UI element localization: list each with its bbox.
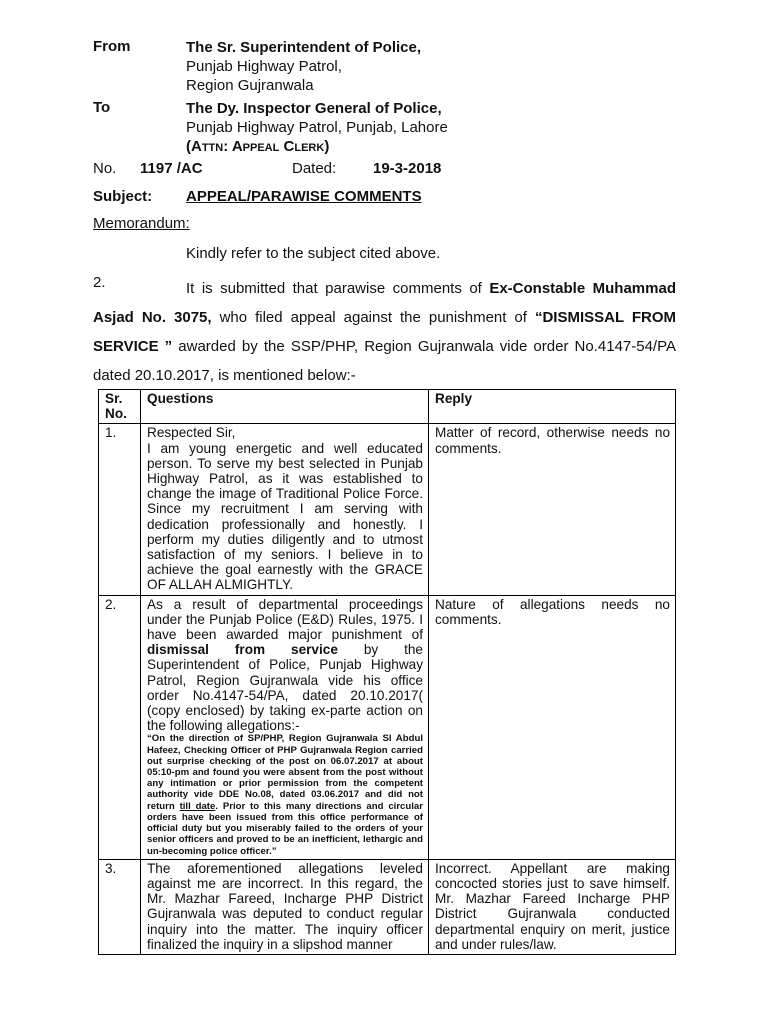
row-2-number: 2.	[99, 595, 141, 859]
to-attention: (ATTN: APPEAL CLERK)	[186, 138, 330, 155]
kindly-text: Kindly refer to the subject cited above.	[186, 245, 441, 262]
row-2-question: As a result of departmental proceedings under the Punjab Police (E&D) Rules, 1975. I have been awarded major punishment of dismissal from service by the Superintendent of Police, Punjab Highway Patrol, Region Gujranwala vide his office order No.4147-54/PA, dated 20.10.2017( (copy enclosed) by taking ex-parte action on the following allegations:- “On the direction of SP/PHP, Region Gujranwala SI Abdul Hafeez, Checking Officer of PHP Gujranwala Region carried out surprise checking of the post on 06.07.2017 at about 05:10-pm and found you were absent from the post without any intimation or prior permission from the competent authority vide DDE No.08, dated 03.06.2017 and did not return till date. Prior to this many directions and circular orders have been issued from this office performance of official duty but you miserably failed to the orders of your senior officers and proved to be an inefficient, lethargic and un-becoming police officer.”	[141, 595, 429, 859]
from-label: From	[93, 38, 131, 55]
memorandum-label: Memorandum:	[93, 215, 190, 232]
row-2-reply: Nature of allegations needs no comments.	[429, 595, 676, 859]
paragraph-number: 2.	[93, 274, 106, 291]
comments-table	[98, 389, 676, 955]
row-3-reply: Incorrect. Appellant are making concocted stories just to save himself. Mr. Mazhar Fareed Incharge PHP District Gujranwala conducted departmental enquiry on merit, justice and under rules/law.	[429, 859, 676, 954]
subject-label: Subject:	[93, 188, 153, 205]
to-address	[186, 99, 448, 158]
from-address	[186, 38, 421, 95]
from-line-1: The Sr. Superintendent of Police,	[186, 39, 422, 56]
row-1-reply: Matter of record, otherwise needs no comments.	[429, 424, 676, 595]
number-label: No.	[93, 160, 117, 177]
allegations-quote: “On the direction of SP/PHP, Region Gujranwala SI Abdul Hafeez, Checking Officer of PHP Gujranwala Region carried out surprise checking of the post on 06.07.2017 at about 05:10-pm and found you were absent from the post without any intimation or prior permission from the competent authority vide DDE No.08, dated 03.06.2017 and did not return till date. Prior to this many directions and circular orders have been issued from this office performance of official duty but you miserably failed to the orders of your senior officers and proved to be an inefficient, lethargic and un-becoming police officer.”	[147, 733, 423, 857]
subject-value: APPEAL/PARAWISE COMMENTS	[186, 188, 422, 205]
header-sr-no: Sr. No.	[99, 390, 141, 424]
row-1-number: 1.	[99, 424, 141, 595]
paragraph-2: It is submitted that parawise comments of Ex-Constable Muhammad Asjad No. 3075, who filed appeal against the punishment of “DISMISSAL FROM SERVICE ” awarded by the SSP/PHP, Region Gujranwala vide order No.4147-54/PA dated 20.10.2017, is mentioned below:-	[93, 280, 676, 384]
dated-value: 19-3-2018	[373, 160, 442, 177]
from-line-3: Region Gujranwala	[186, 77, 314, 94]
table-header-row	[99, 390, 676, 424]
row-3-question: The aforementioned allegations leveled against me are incorrect. In this regard, the Mr. Mazhar Fareed, Incharge PHP District Gujranwala was deputed to conduct regular inquiry into the matter. The inquiry officer finalized the inquiry in a slipshod manner	[141, 859, 429, 954]
from-line-2: Punjab Highway Patrol,	[186, 58, 342, 75]
dated-label: Dated:	[292, 160, 337, 177]
number-value: 1197 /AC	[140, 160, 203, 177]
row-1-question: Respected Sir, I am young energetic and well educated person. To serve my best selected in Punjab Highway Patrol, as it was established to change the image of Traditional Police Force. Since my recruitment I am serving with dedication professionally and honestly. I perform my duties diligently and to utmost satisfaction of my seniors. I believe in to achieve the goal earnestly with the GRACE OF ALLAH ALMIGHTLY.	[141, 424, 429, 595]
to-line-1: The Dy. Inspector General of Police,	[186, 100, 442, 117]
to-line-2: Punjab Highway Patrol, Punjab, Lahore	[186, 119, 448, 136]
table-row	[99, 424, 676, 595]
table-row	[99, 595, 676, 859]
table-row	[99, 859, 676, 954]
header-reply: Reply	[429, 390, 676, 424]
row-3-number: 3.	[99, 859, 141, 954]
header-questions: Questions	[141, 390, 429, 424]
to-label: To	[93, 99, 111, 116]
